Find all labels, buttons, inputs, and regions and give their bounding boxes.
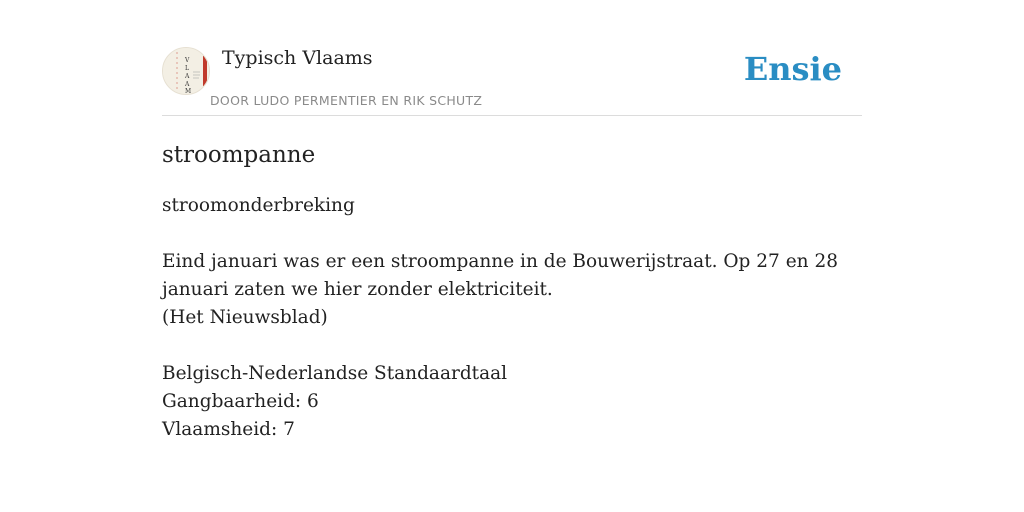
dictionary-authors: DOOR LUDO PERMENTIER EN RIK SCHUTZ [210,93,483,108]
spacer [162,220,862,248]
entry-language: Belgisch-Nederlandse Standaardtaal [162,363,508,384]
spacer [162,332,862,360]
dictionary-avatar[interactable] [162,47,210,95]
entry-header [162,0,862,116]
entry-term: stroompanne [162,142,316,168]
book-cover-icon [163,48,209,94]
entry-body [162,192,862,444]
dictionary-title[interactable]: Typisch Vlaams [222,47,373,69]
entry-definition: stroomonderbreking [162,195,355,216]
entry-card [162,0,862,512]
svg-text:A: A [185,73,190,80]
entry-example-source: (Het Nieuwsblad) [162,307,328,328]
entry-vlaamsheid: Vlaamsheid: 7 [162,419,295,440]
svg-text:L: L [185,65,189,72]
svg-text:V: V [185,57,190,64]
svg-text:A: A [185,81,190,88]
svg-text:M: M [185,88,192,94]
entry-example: Eind januari was er een stroompanne in de Bouwerijstraat. Op 27 en 28 januari zaten we hier zonder elektriciteit. [162,251,838,300]
entry-gangbaarheid: Gangbaarheid: 6 [162,391,319,412]
ensie-logo-link[interactable]: Ensie [743,50,842,88]
